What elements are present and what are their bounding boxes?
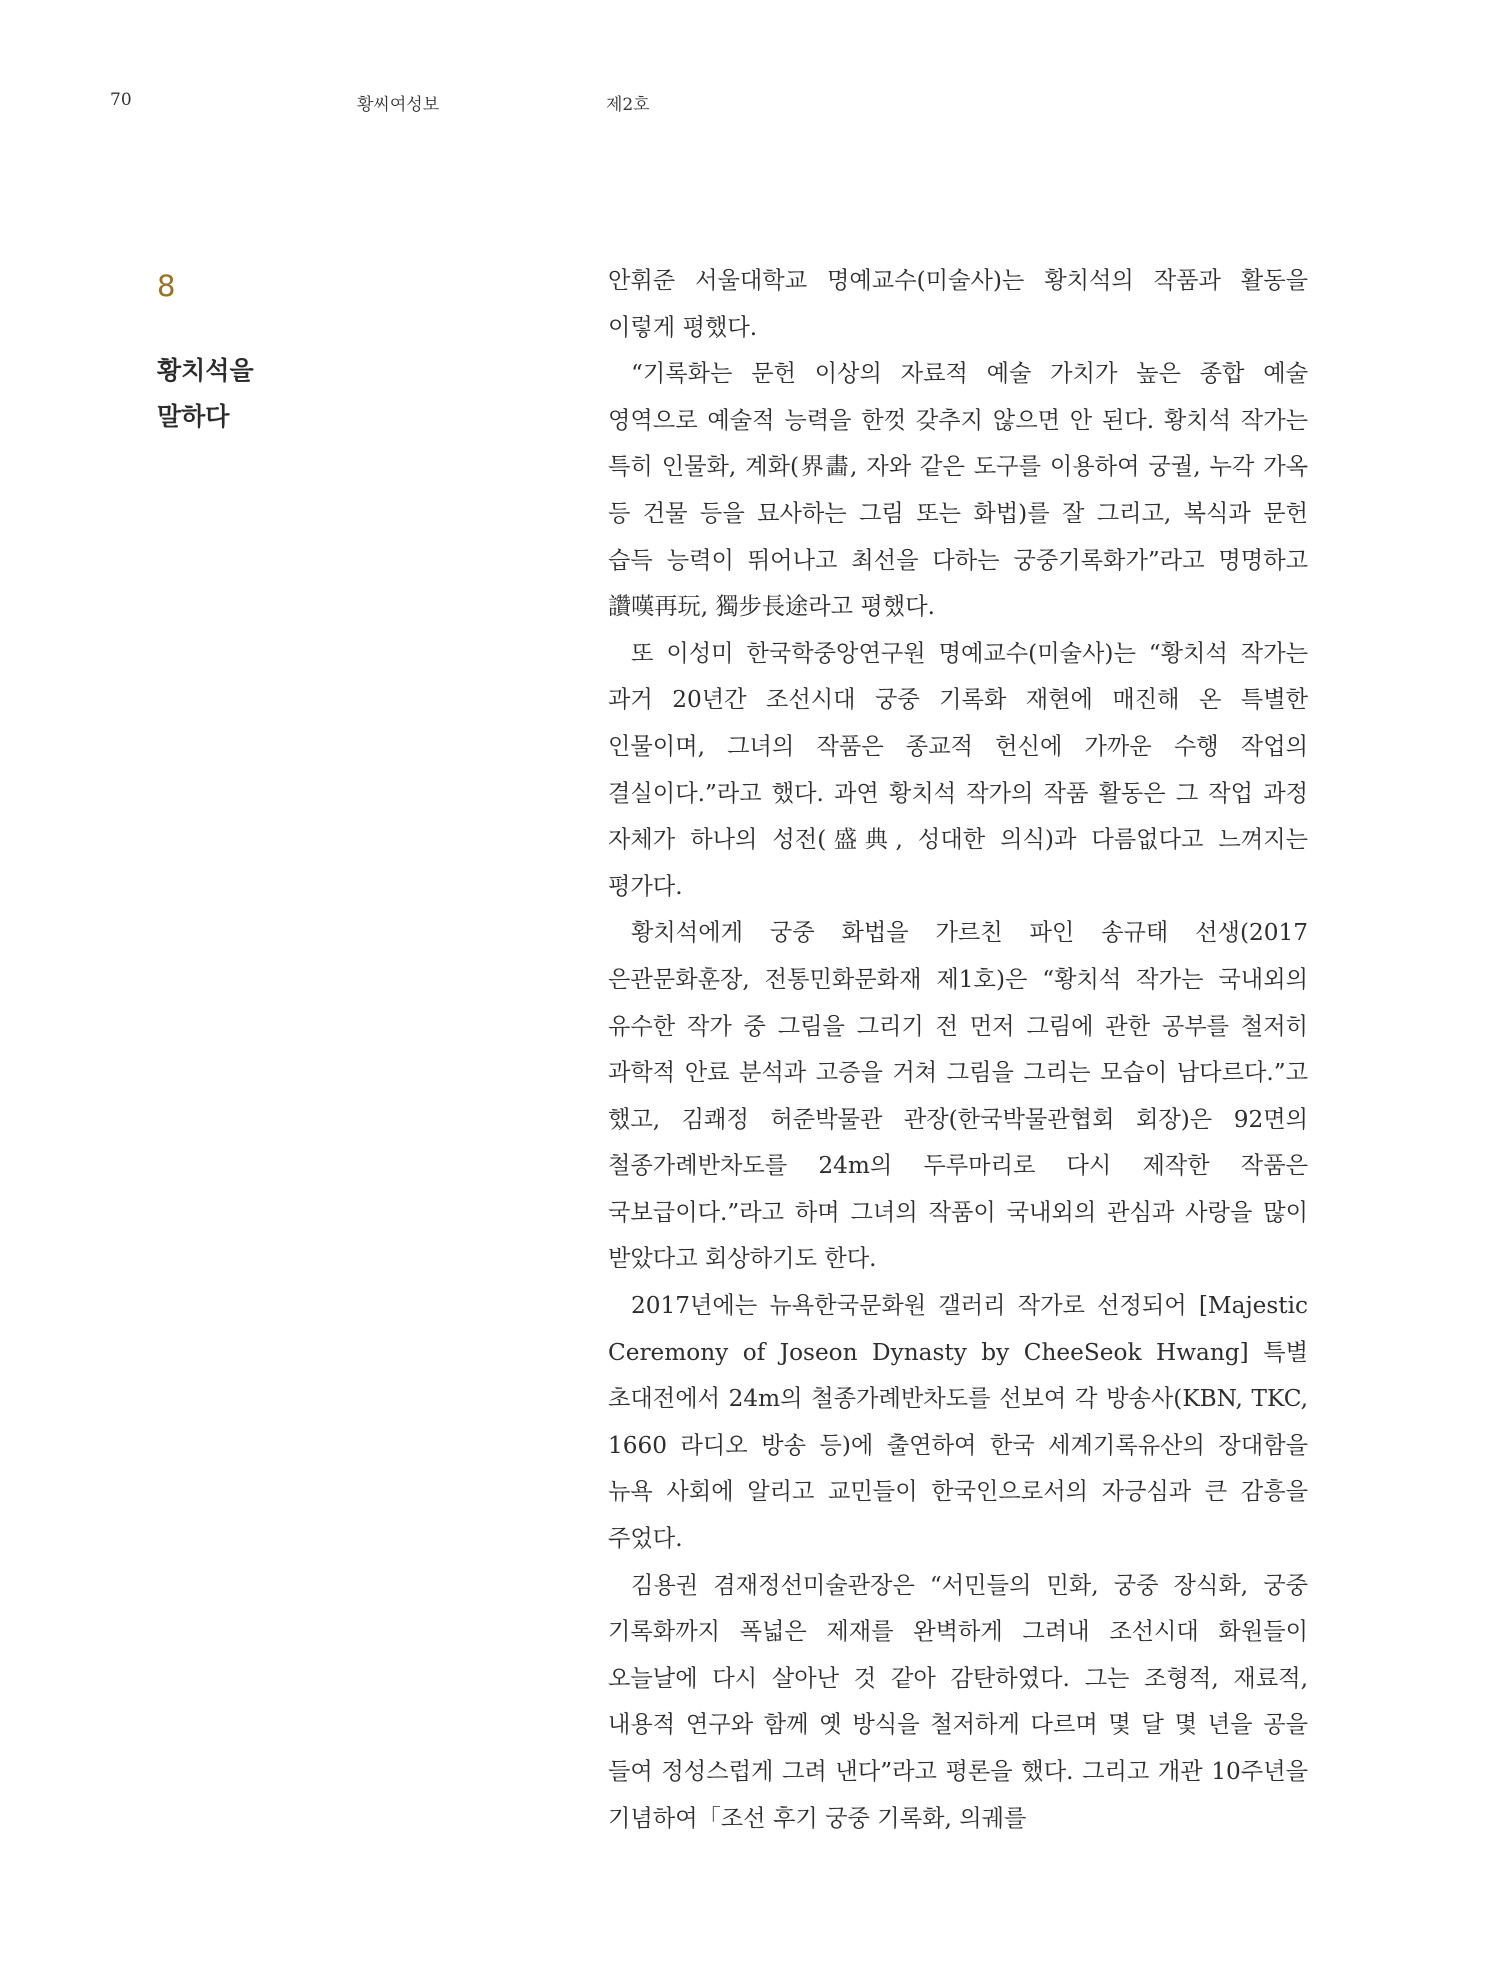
article-paragraph: 또 이성미 한국학중앙연구원 명예교수(미술사)는 “황치석 작가는 과거 20년간 조선시대 궁중 기록화 재현에 매진해 온 특별한 인물이며, 그녀의 작품은 종교적 헌신에 가까운 수행 작업의 결실이다.”라고 했다. 과연 황치석 작가의 작품 활동은 그 작업 과정 자체가 하나의 성전(盛典, 성대한 의식)과 다름없다고 느껴지는 평가다.	[608, 639, 1308, 900]
section-sidebar	[157, 268, 437, 440]
issue-number: 제2호	[606, 95, 650, 115]
article-paragraph: 김용권 겸재정선미술관장은 “서민들의 민화, 궁중 장식화, 궁중 기록화까지 폭넓은 제재를 완벽하게 그려내 조선시대 화원들이 오늘날에 다시 살아난 것 같아 감탄하였다. 그는 조형적, 재료적, 내용적 연구와 함께 옛 방식을 철저하게 다르며 몇 달 몇 년을 공을 들여 정성스럽게 그려 낸다”라고 평론을 했다. 그리고 개관 10주년을 기념하여「조선 후기 궁중 기록화, 의궤를	[608, 1571, 1308, 1832]
page-number: 70	[110, 90, 132, 110]
article-paragraph: 안휘준 서울대학교 명예교수(미술사)는 황치석의 작품과 활동을 이렇게 평했다.	[608, 267, 1308, 341]
article-paragraph: 황치석에게 궁중 화법을 가르친 파인 송규태 선생(2017 은관문화훈장, 전통민화문화재 제1호)은 “황치석 작가는 국내외의 유수한 작가 중 그림을 그리기 전 먼저 그림에 관한 공부를 철저히 과학적 안료 분석과 고증을 거쳐 그림을 그리는 모습이 남다르다.”고 했고, 김쾌정 허준박물관 관장(한국박물관협회 회장)은 92면의 철종가례반차도를 24m의 두루마리로 다시 제작한 작품은 국보급이다.”라고 하며 그녀의 작품이 국내외의 관심과 사랑을 많이 받았다고 회상하기도 한다.	[608, 919, 1308, 1273]
section-title	[157, 348, 437, 440]
article-paragraph: “기록화는 문헌 이상의 자료적 예술 가치가 높은 종합 예술 영역으로 예술적 능력을 한껏 갖추지 않으면 안 된다. 황치석 작가는 특히 인물화, 계화(界畵, 자와 같은 도구를 이용하여 궁궐, 누각 가옥 등 건물 등을 묘사하는 그림 또는 화법)를 잘 그리고, 복식과 문헌 습득 능력이 뛰어나고 최선을 다하는 궁중기록화가”라고 명명하고 讚嘆再玩, 獨步長途라고 평했다.	[608, 360, 1308, 621]
article-body	[608, 258, 1308, 1842]
article-paragraph: 2017년에는 뉴욕한국문화원 갤러리 작가로 선정되어 [Majestic Ceremony of Joseon Dynasty by CheeSeok Hwang] 특별 초대전에서 24m의 철종가례반차도를 선보여 각 방송사(KBN, TKC, 1660 라디오 방송 등)에 출연하여 한국 세계기록유산의 장대함을 뉴욕 사회에 알리고 교민들이 한국인으로서의 자긍심과 큰 감흥을 주었다.	[608, 1292, 1308, 1553]
section-number: 8	[157, 269, 176, 303]
section-title-line: 황치석을	[157, 356, 254, 385]
publication-title: 황씨여성보	[357, 95, 440, 115]
section-title-line: 말하다	[157, 402, 230, 431]
running-header	[0, 90, 1500, 120]
